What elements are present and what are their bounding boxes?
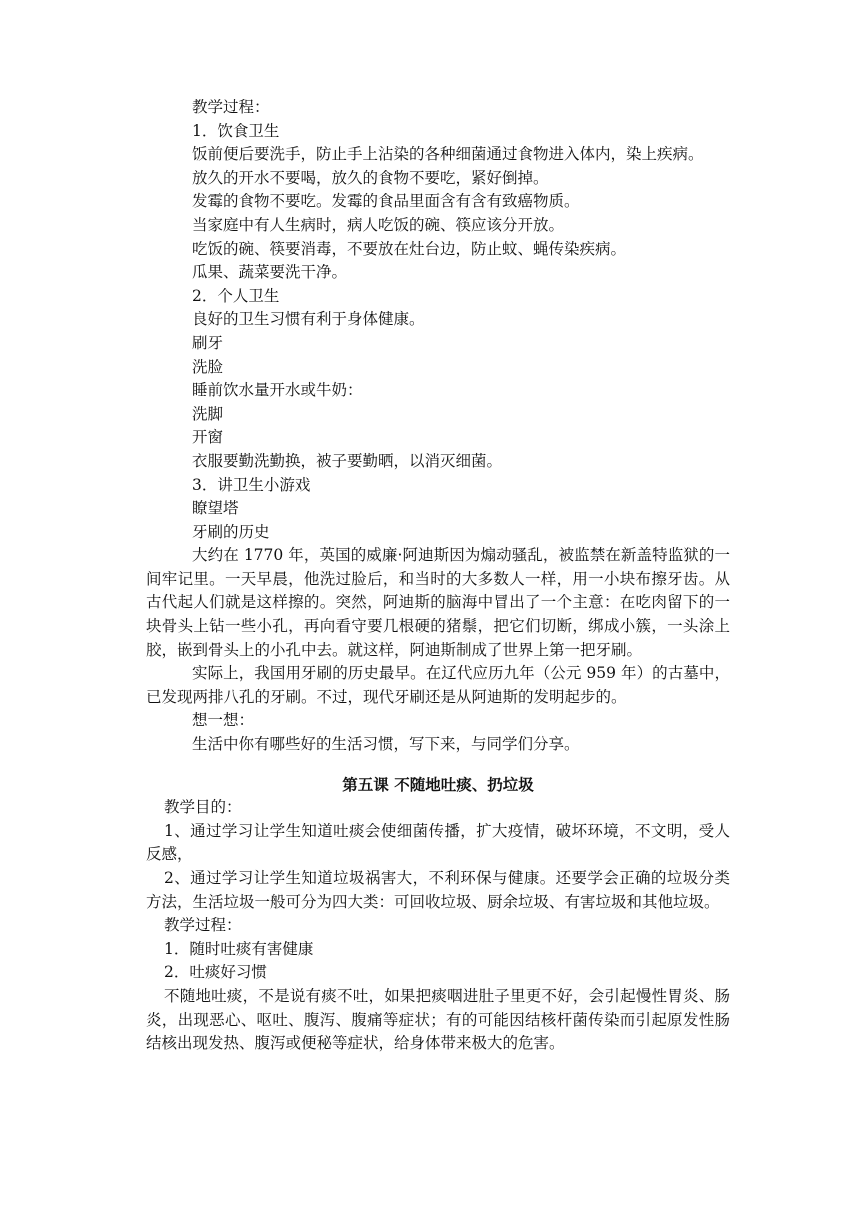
teaching-process-heading: 教学过程： <box>192 98 270 116</box>
line-brush-teeth: 刷牙 <box>192 333 224 352</box>
document-page <box>146 96 730 1056</box>
paragraph-spitting-detail: 不随地吐痰，不是说有痰不吐，如果把痰咽进肚子里更不好，会引起慢性胃炎、肠炎，出现恶心、呕吐、腹泻、腹痛等症状；有的可能因结核杆菌传染而引起原发性肠结核出现发热、腹泻或便秘等症状，给身体带来极大的危害。 <box>146 986 730 1053</box>
paragraph-clothes: 衣服要勤洗勤换，被子要勤晒，以消灭细菌。 <box>192 451 503 470</box>
item-diet-hygiene: 1．饮食卫生 <box>192 121 280 140</box>
paragraph-old-water: 放久的开水不要喝，放久的食物不要吃，紧好倒掉。 <box>192 168 549 187</box>
item-personal-hygiene: 2．个人卫生 <box>192 286 280 305</box>
purpose-item-1: 1、通过学习让学生知道吐痰会使细菌传播，扩大疫情，破坏环境，不文明，受人反感， <box>146 821 730 864</box>
item-hygiene-game: 3．讲卫生小游戏 <box>192 475 311 494</box>
paragraph-china-toothbrush: 实际上，我国用牙刷的历史最早。在辽代应历九年（公元 959 年）的古墓中，已发现两排八孔的牙刷。不过，现代牙刷还是从阿迪斯的发明起步的。 <box>146 664 730 706</box>
line-watchtower: 瞭望塔 <box>192 499 239 518</box>
purpose-item-2: 2、通过学习让学生知道垃圾祸害大，不利环保与健康。还要学会正确的垃圾分类方法，生活垃圾一般可分为四大类：可回收垃圾、厨余垃圾、有害垃圾和其他垃圾。 <box>146 869 730 911</box>
line-think: 想一想： <box>192 711 255 730</box>
paragraph-disinfect: 吃饭的碗、筷要消毒，不要放在灶台边，防止蚊、蝇传染疾病。 <box>192 239 627 258</box>
item-spitting-harm: 1．随时吐痰有害健康 <box>164 939 314 958</box>
line-open-window: 开窗 <box>192 428 224 447</box>
teaching-purpose-heading: 教学目的： <box>164 798 242 817</box>
paragraph-addis-story: 大约在 1770 年，英国的威廉·阿迪斯因为煽动骚乱，被监禁在新盖特监狱的一间牢记里。一天早晨，他洗过脸后，和当时的大多数人一样，用一小块布擦牙齿。从古代起人们就是这样擦的。突然，阿迪斯的脑海中冒出了一个主意：在吃肉留下的一块骨头上钻一些小孔，再向看守要几根硬的猪鬃，把它们切断，绑成小簇，一头涂上胶，嵌到骨头上的小孔中去。就这样，阿迪斯制成了世界上第一把牙刷。 <box>146 546 730 659</box>
paragraph-share-habits: 生活中你有哪些好的生活习惯，写下来，与同学们分享。 <box>192 735 580 754</box>
paragraph-wash-hands: 饭前便后要洗手，防止手上沾染的各种细菌通过食物进入体内，染上疾病。 <box>192 145 704 164</box>
item-spitting-habit: 2．吐痰好习惯 <box>164 963 267 982</box>
paragraph-good-habits: 良好的卫生习惯有利于身体健康。 <box>192 310 425 329</box>
paragraph-moldy-food: 发霉的食物不要吃。发霉的食品里面含有含有致癌物质。 <box>192 192 580 211</box>
teaching-process-heading-2: 教学过程： <box>164 916 242 935</box>
paragraph-sick-family: 当家庭中有人生病时，病人吃饭的碗、筷应该分开放。 <box>192 215 565 234</box>
lesson-five-title: 第五课 不随地吐痰、扔垃圾 <box>342 774 534 794</box>
line-wash-feet: 洗脚 <box>192 404 224 423</box>
line-toothbrush-history: 牙刷的历史 <box>192 522 270 541</box>
line-wash-face: 洗脸 <box>192 357 224 376</box>
paragraph-wash-fruit: 瓜果、蔬菜要洗干净。 <box>192 263 348 282</box>
line-bedtime-drink: 睡前饮水量开水或牛奶： <box>192 381 363 400</box>
